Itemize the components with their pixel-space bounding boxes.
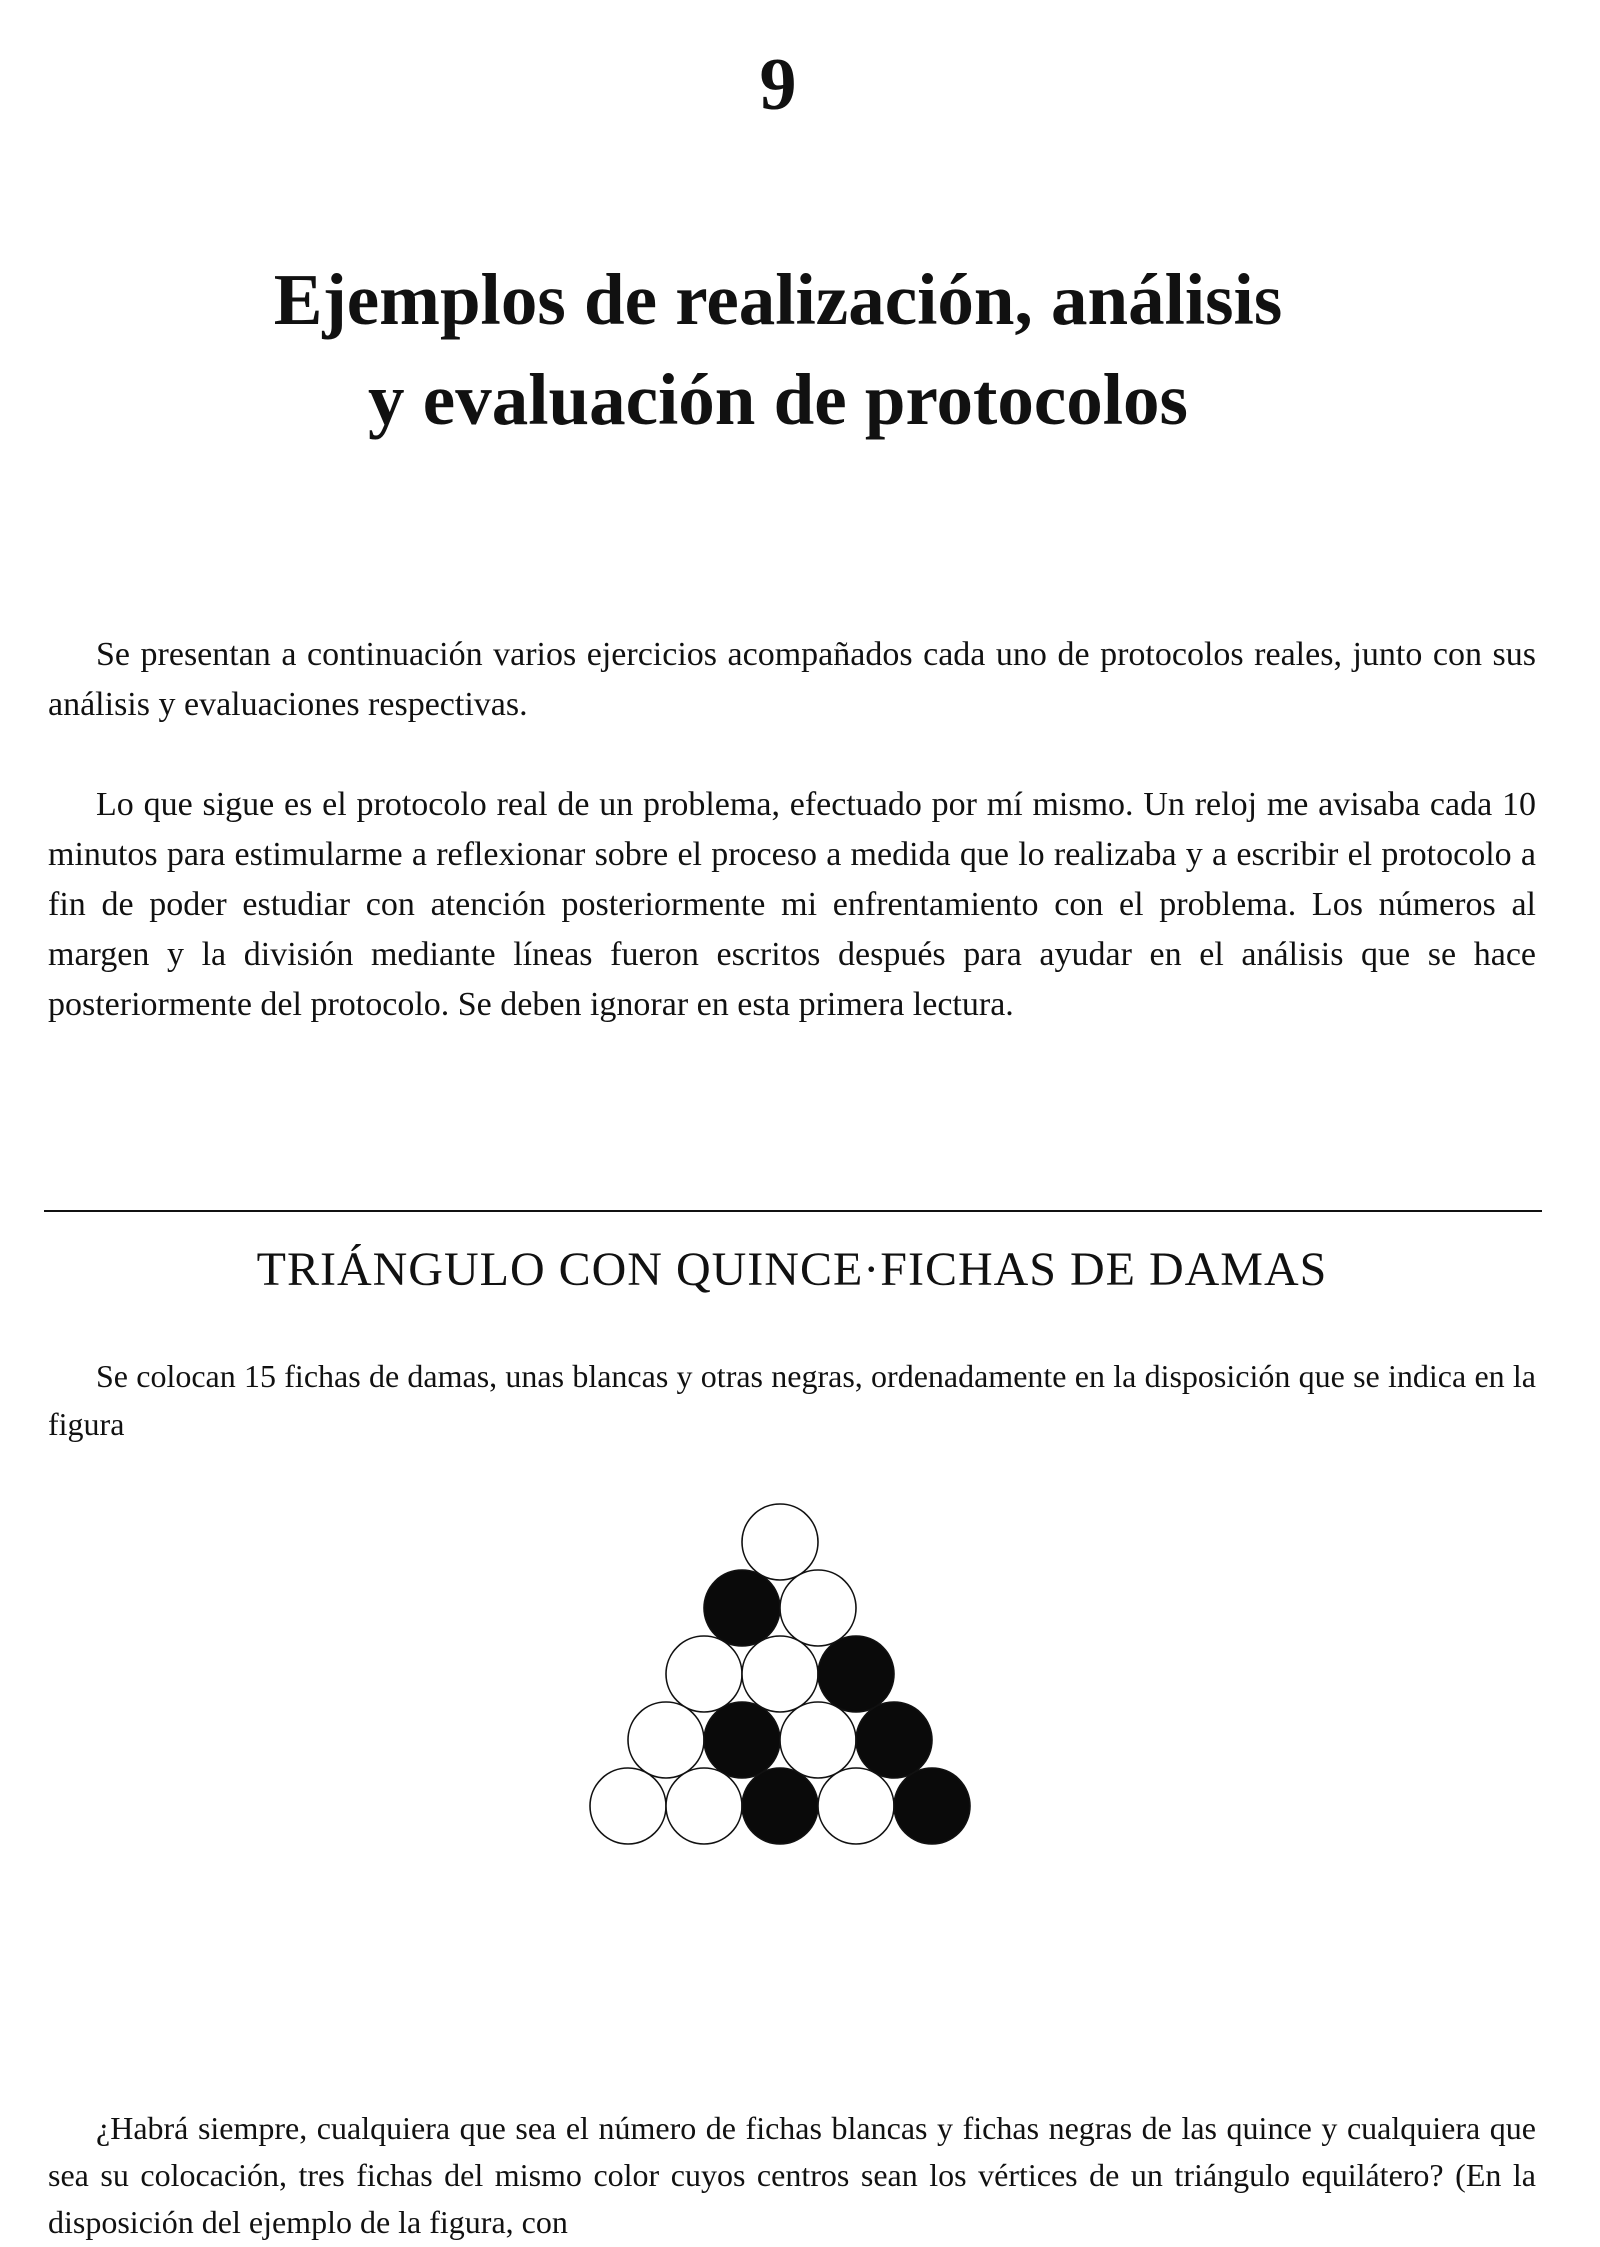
- problem-paragraph-1: Se colocan 15 fichas de damas, unas blancas y otras negras, ordenadamente en la disposición que se indica en la figura: [48, 1358, 1536, 1442]
- white-checker-piece-r5-c2: [666, 1768, 742, 1844]
- intro-paragraph-2: Lo que sigue es el protocolo real de un problema, efectuado por mí mismo. Un reloj me avisaba cada 10 minutos para estimularme a reflexionar sobre el proceso a medida que lo realizaba y a escribir el protocolo a fin de poder estudiar con atención posteriormente mi enfrentamiento con el problema. Los números al margen y la división mediante líneas fueron escritos después para ayudar en el análisis que se hace posteriormente del protocolo. Se deben ignorar en esta primera lectura.: [48, 786, 1536, 1023]
- white-checker-piece-r2-c2: [780, 1570, 856, 1646]
- white-checker-piece-r3-c1: [666, 1636, 742, 1712]
- black-checker-piece-r5-c3: [742, 1768, 818, 1844]
- checkers-triangle-svg: [490, 1490, 1070, 2010]
- black-checker-piece-r2-c1: [704, 1570, 780, 1646]
- section-title: TRIÁNGULO CON QUINCE·FICHAS DE DAMAS: [256, 1243, 1328, 1296]
- white-checker-piece-r3-c2: [742, 1636, 818, 1712]
- white-checker-piece-r5-c1: [590, 1768, 666, 1844]
- white-checker-piece-r4-c3: [780, 1702, 856, 1778]
- section-divider: [44, 1210, 1542, 1212]
- chapter-title: [40, 250, 1516, 450]
- problem-paragraph-2: ¿Habrá siempre, cualquiera que sea el número de fichas blancas y fichas negras de las quince y cualquiera que sea su colocación, tres fichas del mismo color cuyos centros sean los vértices de un triángulo equilátero? (En la disposición del ejemplo de la figura, con: [48, 2110, 1536, 2240]
- white-checker-piece-r4-c1: [628, 1702, 704, 1778]
- white-checker-piece-r5-c4: [818, 1768, 894, 1844]
- chapter-number: 9: [759, 44, 797, 126]
- black-checker-piece-r4-c2: [704, 1702, 780, 1778]
- checkers-triangle-figure: [490, 1490, 1070, 2010]
- black-checker-piece-r4-c4: [856, 1702, 932, 1778]
- black-checker-piece-r5-c5: [894, 1768, 970, 1844]
- white-checker-piece-r1-c1: [742, 1504, 818, 1580]
- chapter-title-line-2: y evaluación de protocolos: [368, 359, 1188, 440]
- chapter-title-line-1: Ejemplos de realización, análisis: [273, 259, 1283, 340]
- intro-paragraph-1: Se presentan a continuación varios ejercicios acompañados cada uno de protocolos reales, junto con sus análisis y evaluaciones respectivas.: [48, 636, 1536, 723]
- black-checker-piece-r3-c3: [818, 1636, 894, 1712]
